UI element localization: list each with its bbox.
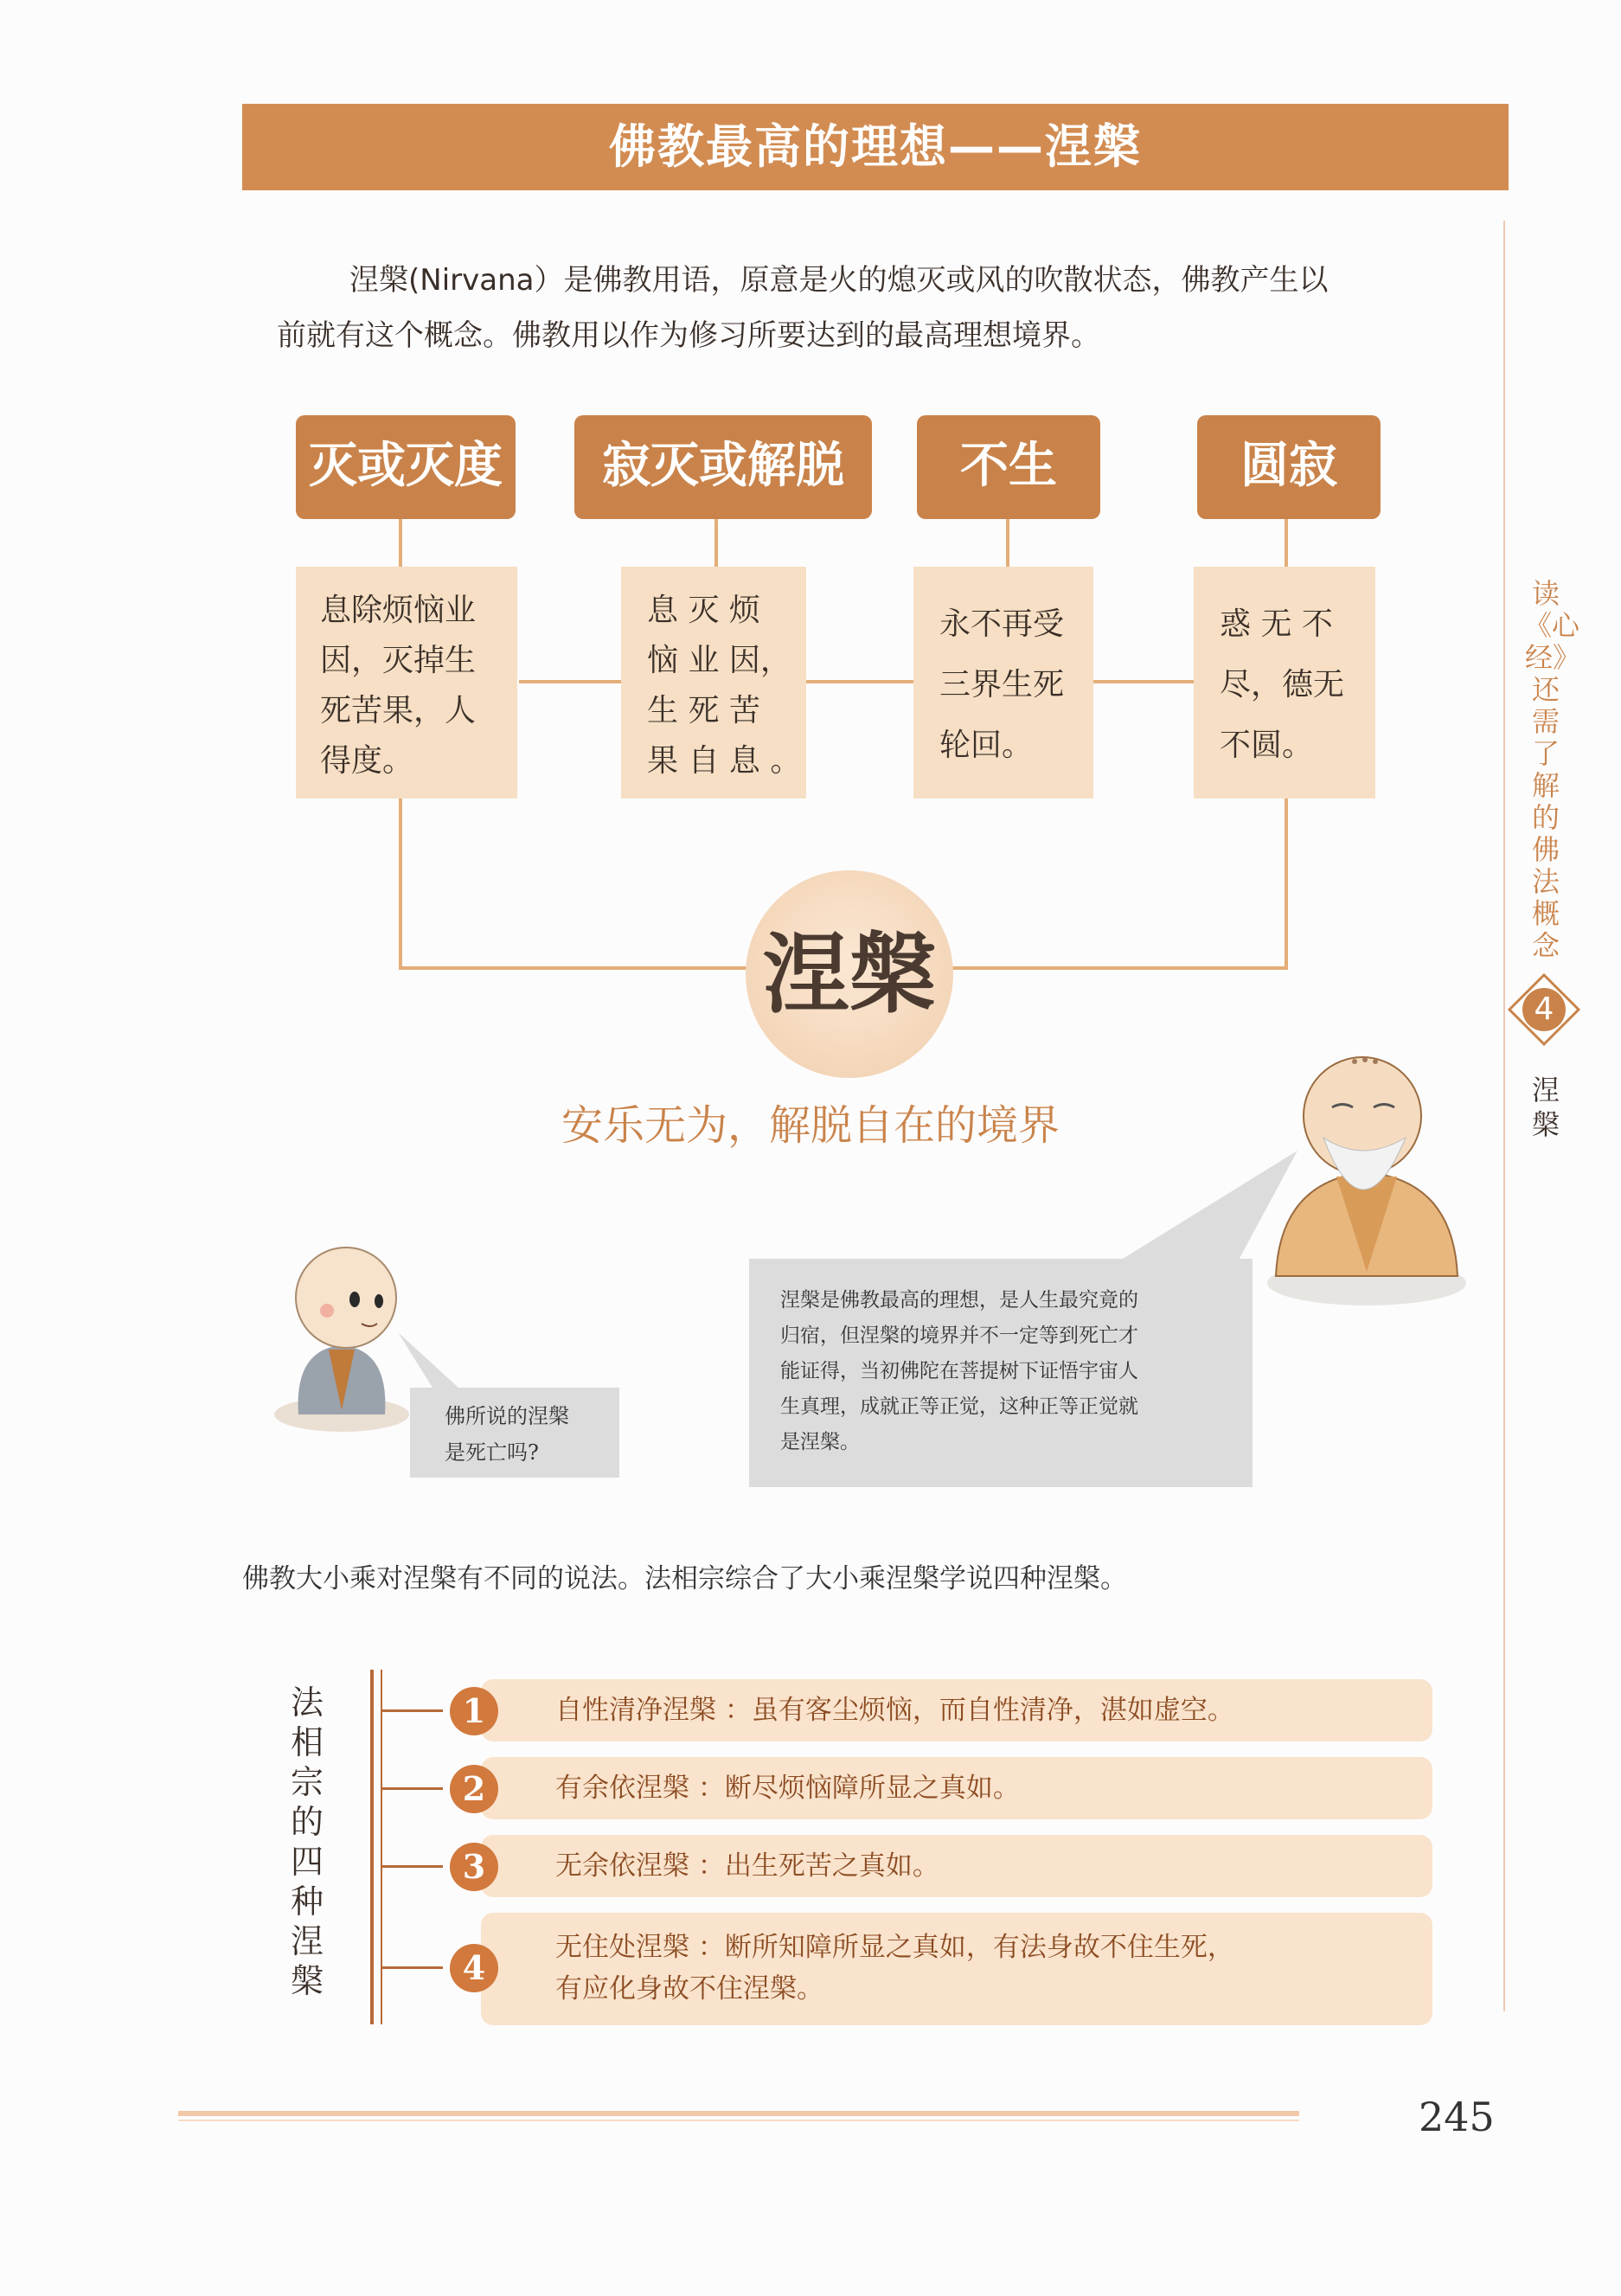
- bubble-line: 生真理，成就正等正觉，这种正等正觉就: [780, 1395, 1138, 1418]
- connector-line: [1006, 519, 1009, 567]
- chapter-number: 4: [1534, 991, 1554, 1027]
- desc-line: 因，灭掉生: [320, 643, 477, 678]
- term-2-desc: [621, 567, 806, 798]
- sidebar-section: 涅槃: [1531, 1074, 1560, 1141]
- desc-line: 息 灭 烦: [647, 593, 760, 628]
- four-nirvana-title: 法相宗的四种涅槃: [290, 1684, 324, 2000]
- sidebar-chapter-title: 读《心经》还需了解的佛法概念: [1524, 577, 1580, 962]
- connector-line: [1092, 680, 1194, 683]
- item-line: 无住处涅槃 ：断所知障所显之真如，有法身故不住生死，: [555, 1932, 1234, 1963]
- bubble-line: 涅槃是佛教最高的理想，是人生最究竟的: [780, 1289, 1138, 1312]
- bracket-line: [370, 1670, 374, 2024]
- connector-line: [399, 798, 402, 970]
- desc-line: 恼 业 因，: [647, 643, 791, 678]
- page-title: 佛教最高的理想——涅槃: [242, 104, 1509, 190]
- body-paragraph: 佛教大小乘对涅槃有不同的说法。法相宗综合了大小乘涅槃学说四种涅槃。: [242, 1563, 1127, 1594]
- nirvana-item-4: [481, 1913, 1432, 2025]
- connector-line: [714, 519, 718, 567]
- intro-paragraph: [277, 253, 1436, 363]
- nirvana-item-3: 无余依涅槃 ：出生死苦之真如。: [481, 1835, 1432, 1897]
- bubble-line: 是死亡吗?: [445, 1440, 539, 1465]
- desc-line: 死苦果，人: [320, 693, 477, 728]
- bracket-line: [381, 1670, 382, 2024]
- desc-line: 不圆。: [1220, 728, 1314, 763]
- nirvana-subtitle: 安乐无为，解脱自在的境界: [561, 1101, 1060, 1150]
- branch-line: [382, 1966, 443, 1969]
- desc-line: 息除烦恼业: [320, 593, 477, 628]
- footer-rule: [178, 2120, 1299, 2121]
- desc-line: 得度。: [320, 743, 414, 779]
- term-3-label: 不生: [917, 415, 1100, 519]
- desc-line: 果 自 息 。: [647, 743, 802, 779]
- bubble-line: 是涅槃。: [780, 1431, 860, 1453]
- term-4-label: 圆寂: [1197, 415, 1381, 519]
- number-circle-3: 3: [450, 1843, 498, 1891]
- desc-line: 三界生死: [939, 667, 1065, 702]
- student-speech-bubble: [410, 1388, 619, 1478]
- number-circle-2: 2: [450, 1765, 498, 1813]
- desc-line: 惑 无 不: [1220, 606, 1333, 642]
- branch-line: [382, 1787, 443, 1790]
- connector-line: [806, 680, 915, 683]
- nirvana-item-1: 自性清净涅槃 ：虽有客尘烦恼，而自性清净，湛如虚空。: [481, 1679, 1432, 1741]
- nirvana-item-2: 有余依涅槃 ：断尽烦恼障所显之真如。: [481, 1757, 1432, 1819]
- connector-line: [519, 680, 623, 683]
- term-1-label: 灭或灭度: [296, 415, 516, 519]
- speech-tail: [398, 1324, 467, 1393]
- branch-line: [382, 1865, 443, 1868]
- desc-line: 永不再受: [939, 606, 1065, 642]
- term-2-label: 寂灭或解脱: [574, 415, 872, 519]
- connector-line: [1285, 519, 1288, 567]
- connector-line: [1285, 798, 1288, 970]
- term-1-desc: [296, 567, 517, 798]
- nirvana-title: 涅槃: [763, 923, 936, 1025]
- term-4-desc: [1194, 567, 1375, 798]
- intro-line-2: 前就有这个概念。佛教用以作为修习所要达到的最高理想境界。: [277, 318, 1100, 353]
- footer-rule: [178, 2111, 1299, 2116]
- number-circle-4: 4: [450, 1944, 498, 1992]
- bubble-line: 归宿，但涅槃的境界并不一定等到死亡才: [780, 1324, 1138, 1347]
- desc-line: 轮回。: [939, 728, 1034, 763]
- bubble-line: 佛所说的涅槃: [445, 1404, 569, 1428]
- bubble-line: 能证得，当初佛陀在菩提树下证悟宇宙人: [780, 1360, 1138, 1382]
- connector-line: [399, 519, 402, 567]
- desc-line: 生 死 苦: [647, 693, 760, 728]
- desc-line: 尽，德无: [1220, 667, 1345, 702]
- speech-tail: [1099, 1151, 1306, 1272]
- number-circle-1: 1: [450, 1687, 498, 1735]
- page-number: 245: [1419, 2094, 1495, 2140]
- master-speech-bubble: [749, 1259, 1253, 1487]
- item-line: 有应化身故不住涅槃。: [555, 1973, 823, 2004]
- sidebar-divider: [1503, 221, 1505, 2011]
- term-3-desc: [913, 567, 1093, 798]
- intro-line-1: 涅槃(Nirvana）是佛教用语，原意是火的熄灭或风的吹散状态，佛教产生以: [349, 263, 1329, 298]
- branch-line: [382, 1709, 443, 1712]
